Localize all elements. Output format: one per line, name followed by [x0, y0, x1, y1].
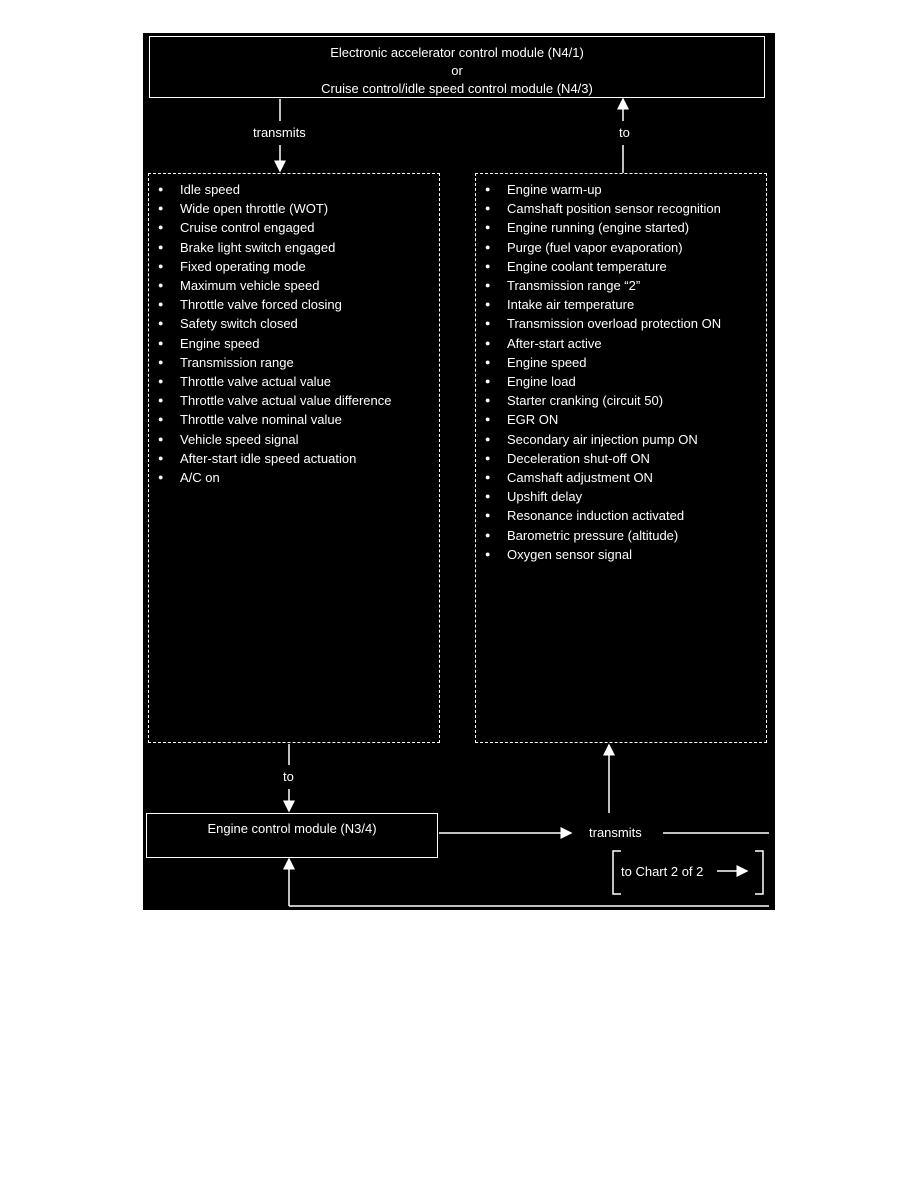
chart-link-label[interactable]: to Chart 2 of 2 [621, 864, 704, 879]
right-signal-item: ● Engine running (engine started) [481, 218, 721, 237]
label-transmits-bottom: transmits [589, 825, 642, 840]
right-signal-item: ● Purge (fuel vapor evaporation) [481, 238, 721, 257]
top-module-line3: Cruise control/idle speed control module (N4/3) [321, 81, 593, 96]
right-signal-item: ● Intake air temperature [481, 295, 721, 314]
left-signal-item: ● Transmission range [154, 353, 392, 372]
right-signal-item: ● EGR ON [481, 410, 721, 429]
left-signal-item: ● After-start idle speed actuation [154, 449, 392, 468]
right-signal-item: ● Secondary air injection pump ON [481, 430, 721, 449]
bracket-right [755, 851, 763, 894]
left-signal-item: ● Fixed operating mode [154, 257, 392, 276]
right-signal-item: ● Camshaft adjustment ON [481, 468, 721, 487]
left-signal-item: ● Maximum vehicle speed [154, 276, 392, 295]
top-module-line2: or [451, 63, 463, 78]
right-signal-item: ● Deceleration shut-off ON [481, 449, 721, 468]
label-transmits-top: transmits [253, 125, 306, 140]
left-signal-box [148, 173, 440, 743]
right-signal-item: ● Barometric pressure (altitude) [481, 526, 721, 545]
flow-diagram [143, 33, 775, 910]
left-signal-item: ● Cruise control engaged [154, 218, 392, 237]
left-signal-item: ● Throttle valve nominal value [154, 410, 392, 429]
left-signal-item: ● Brake light switch engaged [154, 238, 392, 257]
left-signal-item: ● A/C on [154, 468, 392, 487]
top-module-line1: Electronic accelerator control module (N4/1) [330, 45, 584, 60]
right-signal-list [481, 180, 721, 564]
right-signal-item: ● Engine coolant temperature [481, 257, 721, 276]
right-signal-item: ● Transmission range “2” [481, 276, 721, 295]
right-signal-item: ● Oxygen sensor signal [481, 545, 721, 564]
right-signal-item: ● After-start active [481, 334, 721, 353]
label-to-bottom: to [283, 769, 294, 784]
right-signal-item: ● Upshift delay [481, 487, 721, 506]
left-signal-item: ● Safety switch closed [154, 314, 392, 333]
label-to-top: to [619, 125, 630, 140]
left-signal-item: ● Throttle valve forced closing [154, 295, 392, 314]
right-signal-item: ● Engine speed [481, 353, 721, 372]
right-signal-item: ● Engine load [481, 372, 721, 391]
left-signal-item: ● Vehicle speed signal [154, 430, 392, 449]
left-signal-item: ● Throttle valve actual value difference [154, 391, 392, 410]
left-signal-item: ● Engine speed [154, 334, 392, 353]
right-signal-item: ● Camshaft position sensor recognition [481, 199, 721, 218]
left-signal-item: ● Idle speed [154, 180, 392, 199]
engine-module-label: Engine control module (N3/4) [207, 821, 377, 836]
right-signal-item: ● Starter cranking (circuit 50) [481, 391, 721, 410]
left-signal-item: ● Wide open throttle (WOT) [154, 199, 392, 218]
right-signal-box [475, 173, 767, 743]
left-signal-list [154, 180, 392, 487]
engine-module-box [146, 813, 438, 858]
right-signal-item: ● Transmission overload protection ON [481, 314, 721, 333]
top-module-box [149, 36, 765, 98]
right-signal-item: ● Resonance induction activated [481, 506, 721, 525]
left-signal-item: ● Throttle valve actual value [154, 372, 392, 391]
bracket-left [613, 851, 621, 894]
right-signal-item: ● Engine warm-up [481, 180, 721, 199]
